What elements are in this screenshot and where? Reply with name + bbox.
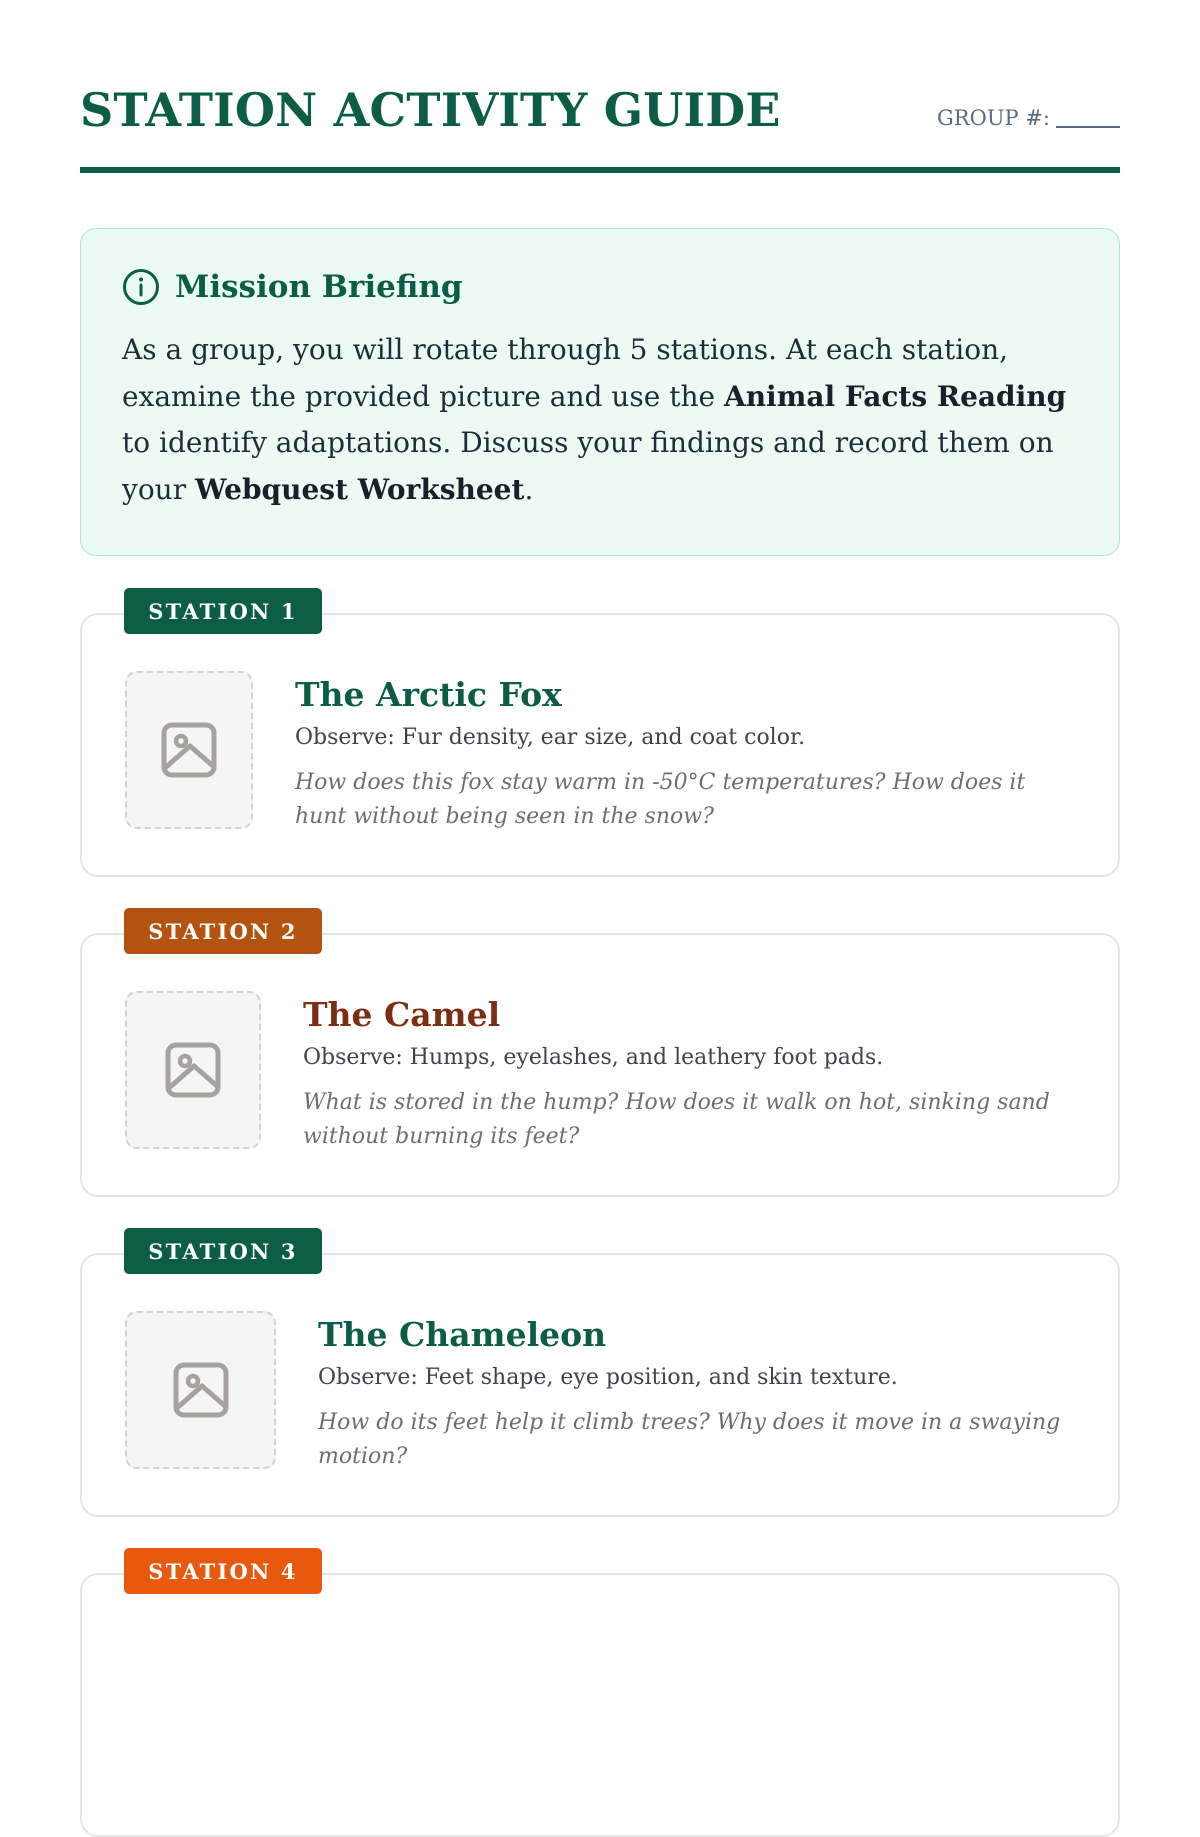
animal-facts-reading-ref: Animal Facts Reading: [723, 379, 1067, 413]
mission-briefing-title: Mission Briefing: [175, 269, 463, 305]
station-tab: STATION 4: [124, 1548, 322, 1594]
station-animal-name: The Camel: [303, 995, 501, 1034]
mission-briefing-box: [80, 228, 1120, 556]
image-placeholder-icon: [162, 1039, 224, 1101]
info-icon: [122, 268, 160, 306]
station-tab: STATION 1: [124, 588, 322, 634]
station-card: [80, 613, 1120, 877]
station-observe-text: Observe: Fur density, ear size, and coat color.: [295, 725, 806, 750]
image-placeholder: [125, 1311, 276, 1469]
mission-briefing-header: [122, 265, 1079, 309]
page-header: [80, 0, 1120, 174]
station-question-text: What is stored in the hump? How does it walk on hot, sinking sand without burning its feet?: [303, 1090, 1050, 1149]
briefing-text-part: to identify adaptations. Discuss your findings and record them on your: [122, 426, 1054, 506]
station-card: [80, 1573, 1120, 1837]
station-content: [295, 673, 1074, 833]
station-card: [80, 933, 1120, 1197]
group-number-label: GROUP #:: [937, 106, 1050, 130]
image-placeholder-icon: [158, 719, 220, 781]
group-number-field: [937, 106, 1120, 130]
header-divider: [80, 167, 1120, 173]
station-tab: STATION 3: [124, 1228, 322, 1274]
station-animal-name: The Chameleon: [318, 1315, 607, 1354]
image-placeholder-icon: [170, 1359, 232, 1421]
webquest-worksheet-ref: Webquest Worksheet: [195, 472, 525, 506]
station-animal-name: The Arctic Fox: [295, 675, 562, 714]
station-question-text: How does this fox stay warm in -50°C temperatures? How does it hunt without being seen in the snow?: [295, 770, 1026, 829]
station-observe-text: Observe: Humps, eyelashes, and leathery foot pads.: [303, 1045, 884, 1070]
station-card: [80, 1253, 1120, 1517]
briefing-text-part: As a group, you will rotate through 5 stations. At each station, examine the provided picture and use the: [122, 333, 1009, 413]
page-title: STATION ACTIVITY GUIDE: [80, 83, 781, 137]
image-placeholder: [125, 991, 261, 1149]
station-content: [318, 1313, 1074, 1473]
image-placeholder: [125, 671, 253, 829]
group-number-blank: [1056, 125, 1120, 128]
activity-guide-page: [80, 0, 1120, 1584]
station-content: [303, 993, 1074, 1153]
station-tab: STATION 2: [124, 908, 322, 954]
station-observe-text: Observe: Feet shape, eye position, and skin texture.: [318, 1365, 898, 1390]
station-question-text: How do its feet help it climb trees? Why does it move in a swaying motion?: [318, 1410, 1061, 1469]
mission-briefing-text: [122, 327, 1082, 513]
briefing-text-part: .: [524, 472, 534, 506]
